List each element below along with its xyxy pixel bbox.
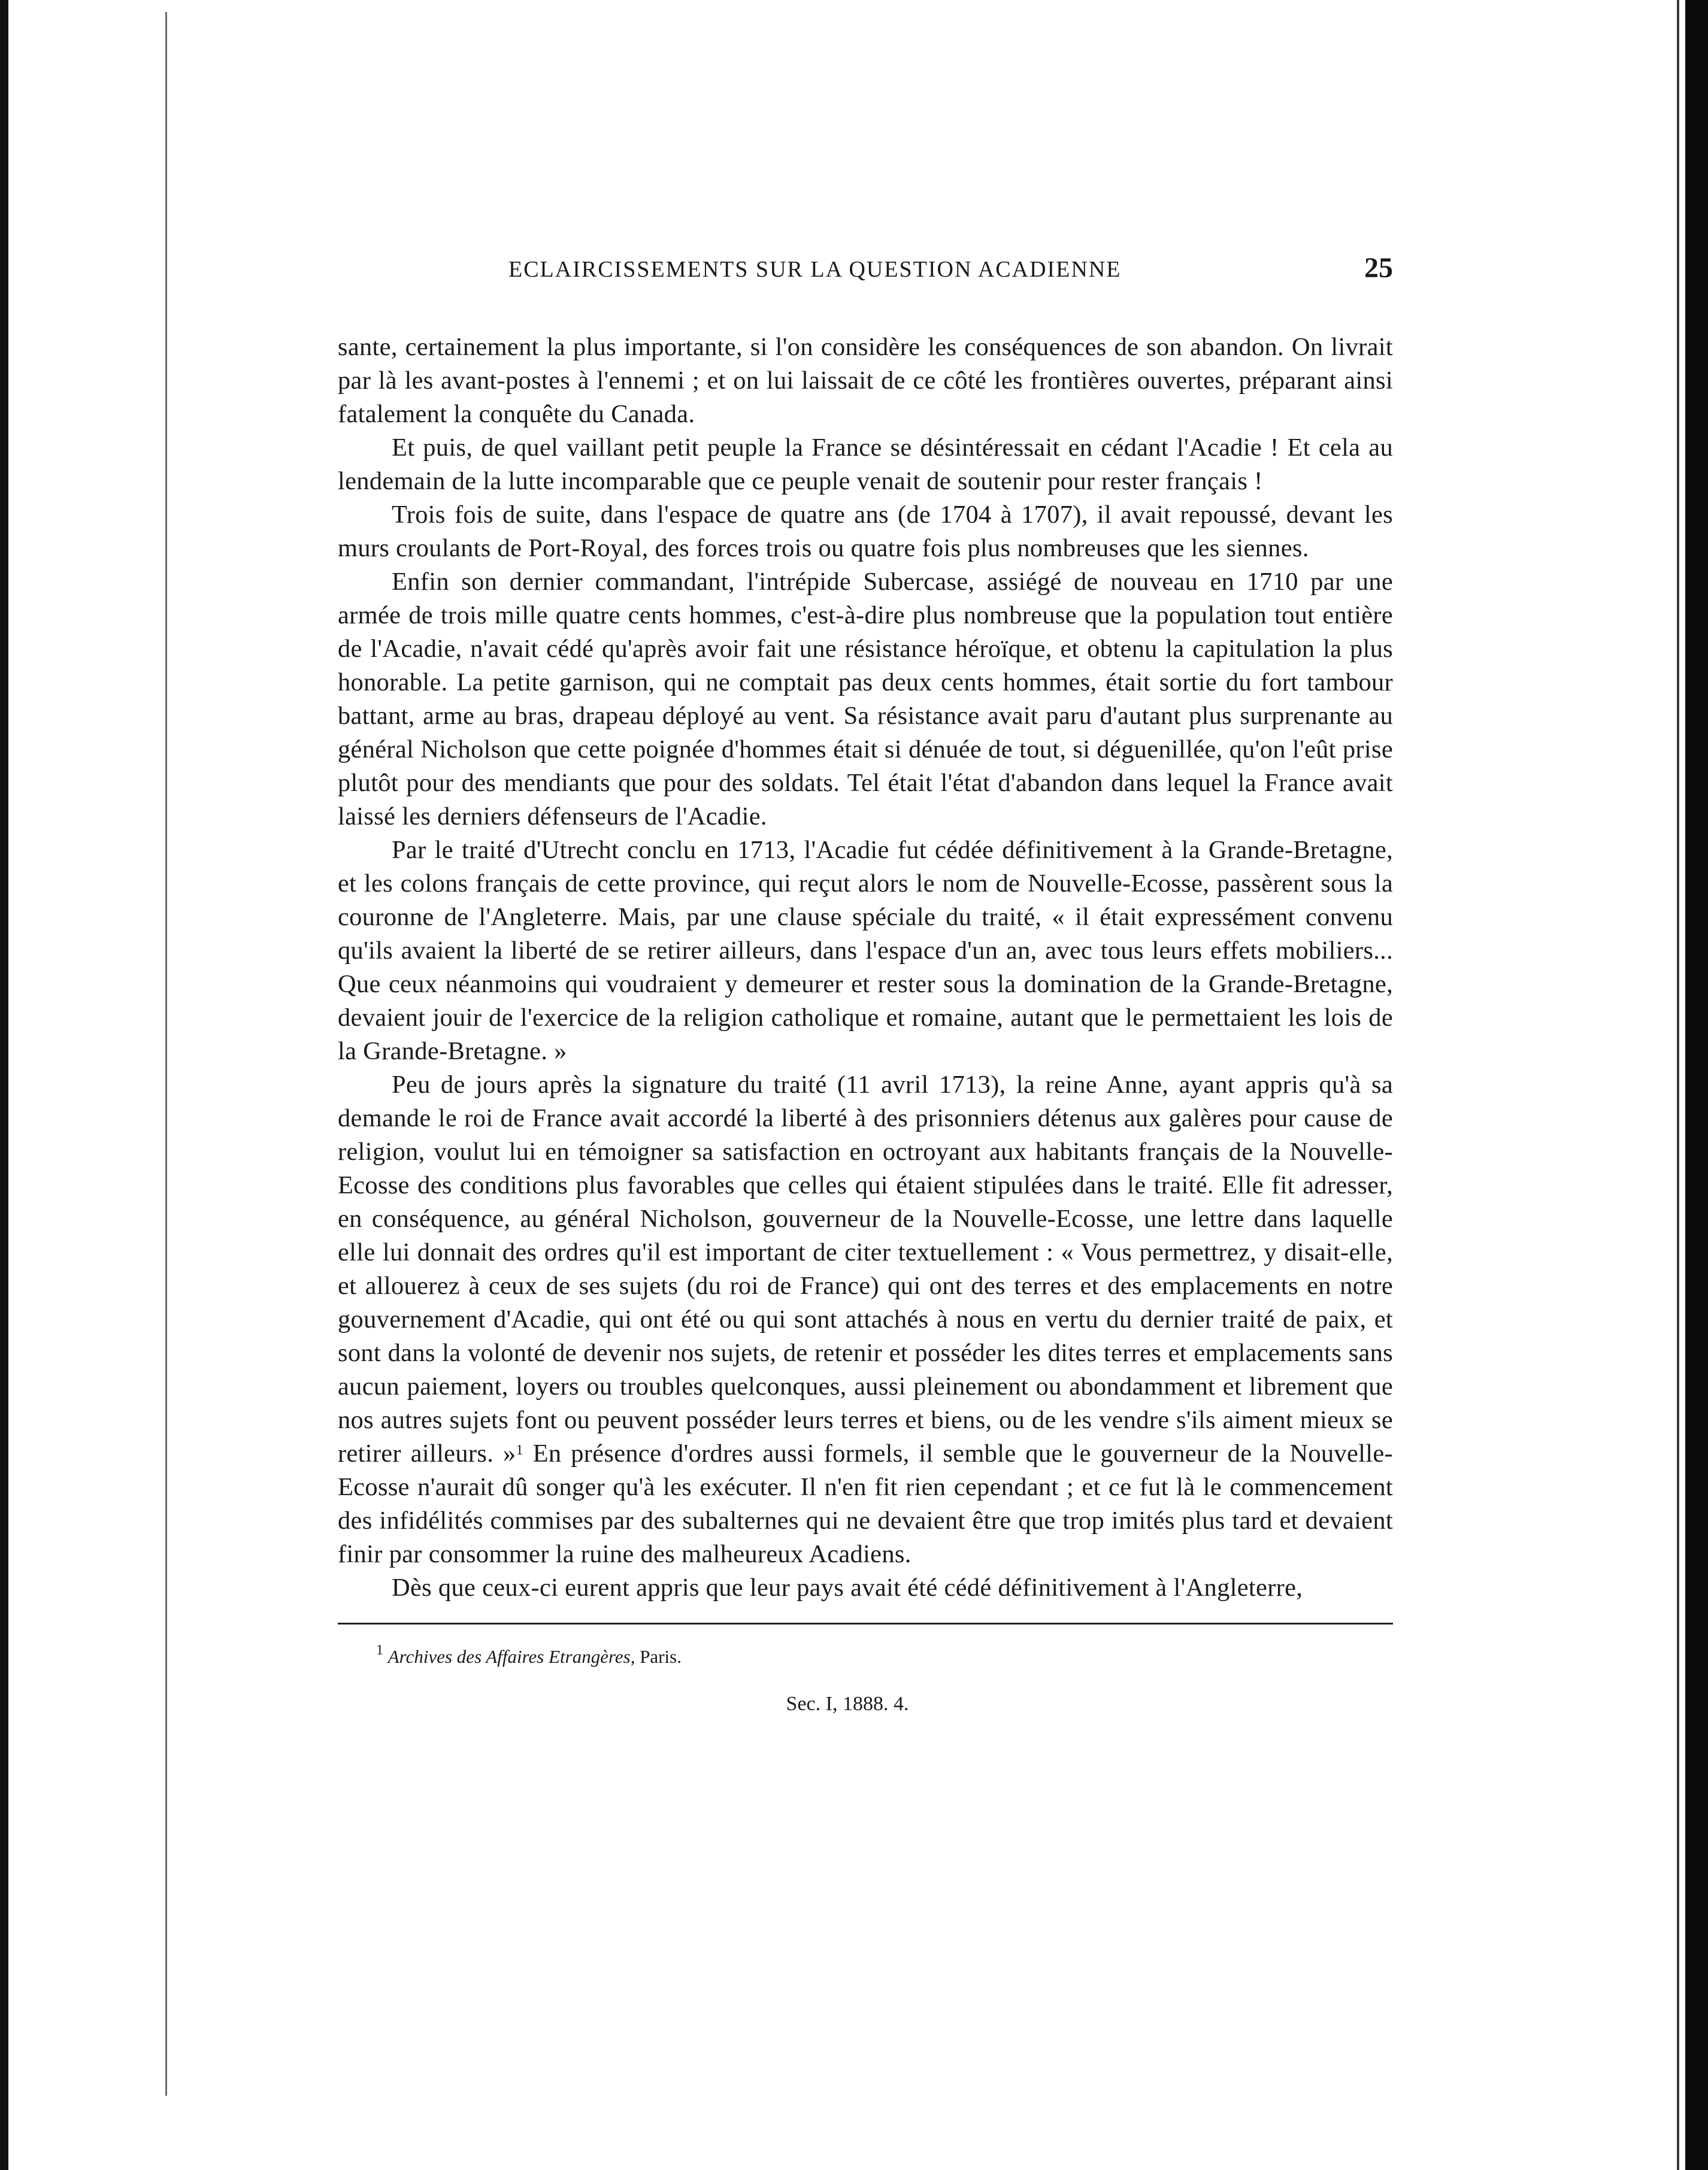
- document-page: [338, 251, 1393, 1716]
- paragraph-6: [338, 1068, 1393, 1571]
- footnote-marker: 1: [376, 1642, 383, 1658]
- scan-edge-line: [165, 12, 167, 2096]
- scan-right-line: [1677, 0, 1679, 2170]
- scan-border-left: [0, 0, 8, 2170]
- paragraph-4: Enfin son dernier commandant, l'intrépide Subercase, assiégé de nouveau en 1710 par une armée de trois mille quatre cents hommes, c'est-à-dire plus nombreuse que la population tout entière de l'Acadie, n'avait cédé qu'après avoir fait une résistance héroïque, et obtenu la capitulation la plus honorable. La petite garnison, qui ne comptait pas deux cents hommes, était sortie du fort tambour battant, arme au bras, drapeau déployé au vent. Sa résistance avait paru d'autant plus surprenante au général Nicholson que cette poignée d'hommes était si dénuée de tout, si déguenillée, qu'on l'eût prise plutôt pour des mendiants que pour des soldats. Tel était l'état d'abandon dans lequel la France avait laissé les derniers défenseurs de l'Acadie.: [338, 568, 1393, 831]
- footnote-rule: [338, 1623, 1393, 1625]
- running-head: [338, 251, 1393, 287]
- page-number: 25: [1364, 252, 1393, 284]
- paragraph-7: Dès que ceux-ci eurent appris que leur pays avait été cédé définitivement à l'Angleterre,: [392, 1574, 1303, 1602]
- footnote-place: Paris.: [640, 1646, 682, 1667]
- signature-line: Sec. I, 1888. 4.: [786, 1693, 909, 1715]
- text-body: [338, 331, 1393, 1605]
- paragraph-6-text: Peu de jours après la signature du traité (11 avril 1713), la reine Anne, ayant appris qu'à sa demande le roi de France avait accordé la liberté à des prisonniers détenus aux galères pour cause de religion, voulut lui en témoigner sa satisfaction en octroyant aux habitants français de la Nouvelle-Ecosse des conditions plus favorables que celles qui étaient stipulées dans le traité. Elle fit adresser, en conséquence, au général Nicholson, gouverneur de la Nouvelle-Ecosse, une lettre dans laquelle elle lui donnait des ordres qu'il est important de citer textuellement : « Vous permettrez, y disait-elle, et allouerez à ceux de ses sujets (du roi de France) qui ont des terres et des emplacements en notre gouvernement d'Acadie, qui ont été ou qui sont attachés à nous en vertu du dernier traité de paix, et sont dans la volonté de devenir nos sujets, de retenir et posséder les dites terres et emplacements sans aucun paiement, loyers ou troubles quelconques, aussi pleinement ou abondamment et librement que nos autres sujets font ou peuvent posséder leurs terres et biens, ou de les vendre s'ils aiment mieux se retirer ailleurs. »: [338, 1071, 1393, 1468]
- paragraph-6-continuation: En présence d'ordres aussi formels, il semble que le gouverneur de la Nouvelle-Ecosse n'aurait dû songer qu'à les exécuter. Il n'en fit rien cependant ; et ce fut là le commencement des infidélités commises par des subalternes qui ne devaient être que trop imités plus tard et devaient finir par consommer la ruine des malheureux Acadiens.: [338, 1439, 1393, 1568]
- running-title: ECLAIRCISSEMENTS SUR LA QUESTION ACADIENNE: [508, 257, 1122, 282]
- paragraph-5: Par le traité d'Utrecht conclu en 1713, l'Acadie fut cédée définitivement à la Grande-Bretagne, et les colons français de cette province, qui reçut alors le nom de Nouvelle-Ecosse, passèrent sous la couronne de l'Angleterre. Mais, par une clause spéciale du traité, « il était expressément convenu qu'ils avaient la liberté de se retirer ailleurs, dans l'espace d'un an, avec tous leurs effets mobiliers... Que ceux néanmoins qui voudraient y demeurer et rester sous la domination de la Grande-Bretagne, devaient jouir de l'exercice de la religion catholique et romaine, autant que le permettaient les lois de la Grande-Bretagne. »: [338, 836, 1393, 1065]
- paragraph-1: sante, certainement la plus importante, si l'on considère les conséquences de son abandon. On livrait par là les avant-postes à l'ennemi ; et on lui laissait de ce côté les frontières ouvertes, préparant ainsi fatalement la conquête du Canada.: [338, 333, 1393, 428]
- paragraph-3: Trois fois de suite, dans l'espace de quatre ans (de 1704 à 1707), il avait repoussé, devant les murs croulants de Port-Royal, des forces trois ou quatre fois plus nombreuses que les siennes.: [338, 501, 1393, 562]
- scan-border-right: [1685, 0, 1708, 2170]
- paragraph-2: Et puis, de quel vaillant petit peuple la France se désintéressait en cédant l'Acadie ! Et cela au lendemain de la lutte incomparable que ce peuple venait de soutenir pour rester français !: [338, 434, 1393, 495]
- footnote-ref: 1: [516, 1442, 523, 1458]
- footnote: [376, 1642, 1393, 1668]
- footnote-source: Archives des Affaires Etrangères,: [387, 1646, 635, 1667]
